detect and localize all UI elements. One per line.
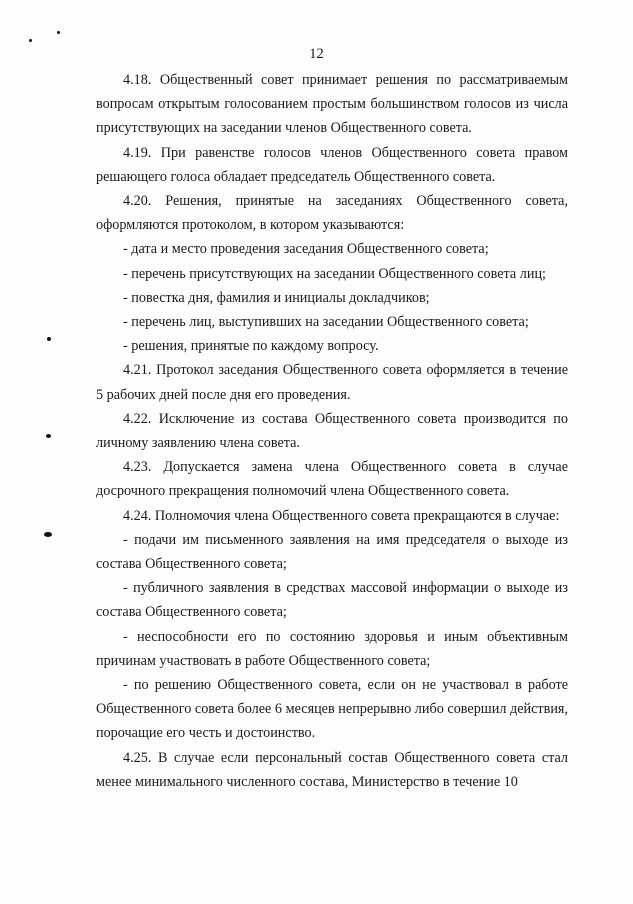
list-item: - перечень присутствующих на заседании Общественного совета лиц; [123,265,546,282]
list-item: - решения, принятые по каждому вопросу. [123,338,379,355]
page-number: 12 [309,46,324,62]
paragraph: 4.21. Протокол заседания Общественного совета оформляется в течение 5 рабочих дней после дня его проведения. [96,362,568,403]
paragraph: 4.18. Общественный совет принимает решения по рассматриваемым вопросам открытым голосованием простым большинством голосов из числа присутствующих на заседании членов Общественного совета. [96,72,568,137]
scan-speck [44,532,52,537]
list-item: - публичного заявления в средствах массовой информации о выходе из состава Общественного совета; [96,580,568,621]
list-item: - по решению Общественного совета, если он не участвовал в работе Общественного совета более 6 месяцев непрерывно либо совершил действия, порочащие его честь и достоинство. [96,677,568,742]
scan-speck [47,337,51,341]
scan-speck [57,31,60,34]
scan-speck [46,434,51,438]
paragraph: 4.24. Полномочия члена Общественного совета прекращаются в случае: [123,507,560,524]
paragraph: 4.20. Решения, принятые на заседаниях Общественного совета, оформляются протоколом, в котором указываются: [96,193,568,234]
paragraph: 4.23. Допускается замена члена Общественного совета в случае досрочного прекращения полномочий члена Общественного совета. [96,459,568,500]
list-item: - повестка дня, фамилия и инициалы докладчиков; [123,289,430,306]
list-item: - перечень лиц, выступивших на заседании Общественного совета; [123,314,529,331]
list-item: - подачи им письменного заявления на имя председателя о выходе из состава Общественного совета; [96,531,568,573]
list-item: - дата и место проведения заседания Общественного совета; [123,241,489,258]
list-item: - неспособности его по состоянию здоровья и иным объективным причинам участвовать в работе Общественного совета; [96,628,568,669]
scan-speck [29,39,32,42]
paragraph: 4.19. При равенстве голосов членов Общественного совета правом решающего голоса обладает председатель Общественного совета. [96,144,568,185]
document-body [96,68,568,794]
paragraph: 4.22. Исключение из состава Общественного совета производится по личному заявлению члена совета. [96,410,568,452]
paragraph: 4.25. В случае если персональный состав Общественного совета стал менее минимального численного состава, Министерство в течение 10 [96,749,568,790]
